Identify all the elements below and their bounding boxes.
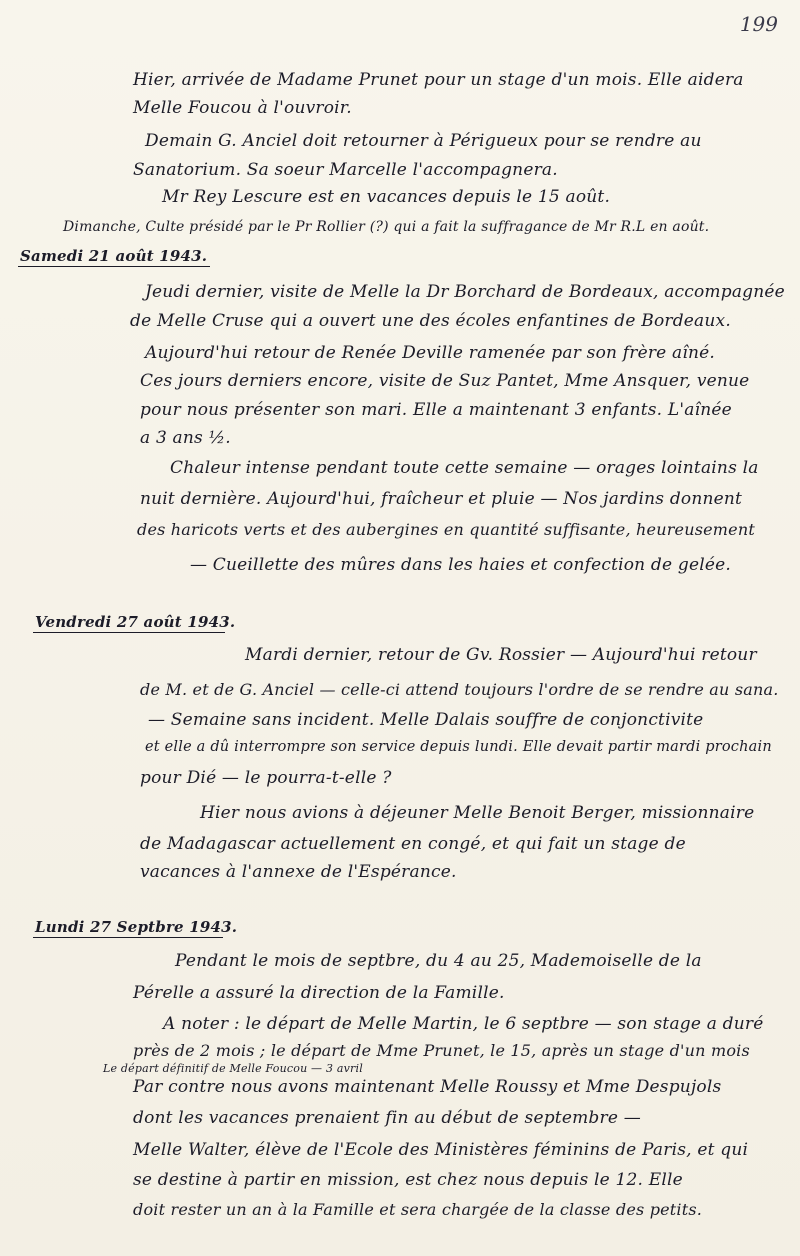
text-line: Demain G. Anciel doit retourner à Périgueux pour se rendre au — [145, 131, 702, 151]
text-line: dont les vacances prenaient fin au début de septembre — — [133, 1108, 641, 1128]
text-line: se destine à partir en mission, est chez nous depuis le 12. Elle — [133, 1170, 683, 1190]
text-line: — Semaine sans incident. Melle Dalais souffre de conjonctivite — [148, 710, 704, 730]
text-line: près de 2 mois ; le départ de Mme Prunet, le 15, après un stage d'un mois — [133, 1041, 750, 1060]
heading-underline — [33, 632, 225, 633]
text-line: Chaleur intense pendant toute cette semaine — orages lointains la — [170, 458, 759, 478]
heading-underline — [18, 266, 210, 267]
text-line: Aujourd'hui retour de Renée Deville ramenée par son frère aîné. — [145, 343, 716, 363]
text-line: Ces jours derniers encore, visite de Suz Pantet, Mme Ansquer, venue — [140, 371, 750, 391]
text-line: de Melle Cruse qui a ouvert une des écoles enfantines de Bordeaux. — [130, 311, 731, 331]
text-line: de M. et de G. Anciel — celle-ci attend toujours l'ordre de se rendre au sana. — [140, 680, 779, 699]
text-line: Melle Foucou à l'ouvroir. — [133, 98, 352, 118]
text-line: — Cueillette des mûres dans les haies et confection de gelée. — [190, 555, 731, 575]
text-line: a 3 ans ½. — [140, 428, 231, 448]
text-line: Dimanche, Culte présidé par le Pr Rollier (?) qui a fait la suffragance de Mr R.L en août. — [63, 219, 710, 235]
entry-date-heading: Lundi 27 Septbre 1943. — [35, 918, 238, 936]
text-line: Par contre nous avons maintenant Melle Roussy et Mme Despujols — [133, 1077, 722, 1097]
text-line: nuit dernière. Aujourd'hui, fraîcheur et pluie — Nos jardins donnent — [140, 489, 743, 509]
text-line: Pendant le mois de septbre, du 4 au 25, Mademoiselle de la — [175, 951, 702, 971]
text-line: Mr Rey Lescure est en vacances depuis le 15 août. — [162, 187, 611, 207]
entry-date-heading: Samedi 21 août 1943. — [20, 247, 208, 265]
folio-number: 199 — [739, 12, 778, 36]
text-line: de Madagascar actuellement en congé, et qui fait un stage de — [140, 834, 686, 854]
text-line: Jeudi dernier, visite de Melle la Dr Borchard de Bordeaux, accompagnée — [145, 282, 785, 302]
margin-note: Le départ définitif de Melle Foucou — 3 avril — [103, 1062, 363, 1075]
heading-underline — [33, 937, 223, 938]
text-line: A noter : le départ de Melle Martin, le 6 septbre — son stage a duré — [163, 1014, 764, 1034]
text-line: pour Dié — le pourra-t-elle ? — [140, 768, 392, 788]
text-line: doit rester un an à la Famille et sera chargée de la classe des petits. — [133, 1200, 703, 1219]
text-line: Pérelle a assuré la direction de la Famille. — [133, 983, 505, 1003]
text-line: pour nous présenter son mari. Elle a maintenant 3 enfants. L'aînée — [140, 400, 732, 420]
text-line: Hier, arrivée de Madame Prunet pour un stage d'un mois. Elle aidera — [133, 70, 744, 90]
text-line: Sanatorium. Sa soeur Marcelle l'accompagnera. — [133, 160, 558, 180]
text-line: Melle Walter, élève de l'Ecole des Ministères féminins de Paris, et qui — [133, 1140, 749, 1160]
text-line: Hier nous avions à déjeuner Melle Benoit Berger, missionnaire — [200, 803, 755, 823]
entry-date-heading: Vendredi 27 août 1943. — [35, 613, 236, 631]
text-line: des haricots verts et des aubergines en quantité suffisante, heureusement — [137, 520, 755, 539]
text-line: et elle a dû interrompre son service depuis lundi. Elle devait partir mardi prochain — [145, 739, 772, 755]
text-line: Mardi dernier, retour de Gv. Rossier — Aujourd'hui retour — [245, 645, 757, 665]
text-line: vacances à l'annexe de l'Espérance. — [140, 862, 457, 882]
